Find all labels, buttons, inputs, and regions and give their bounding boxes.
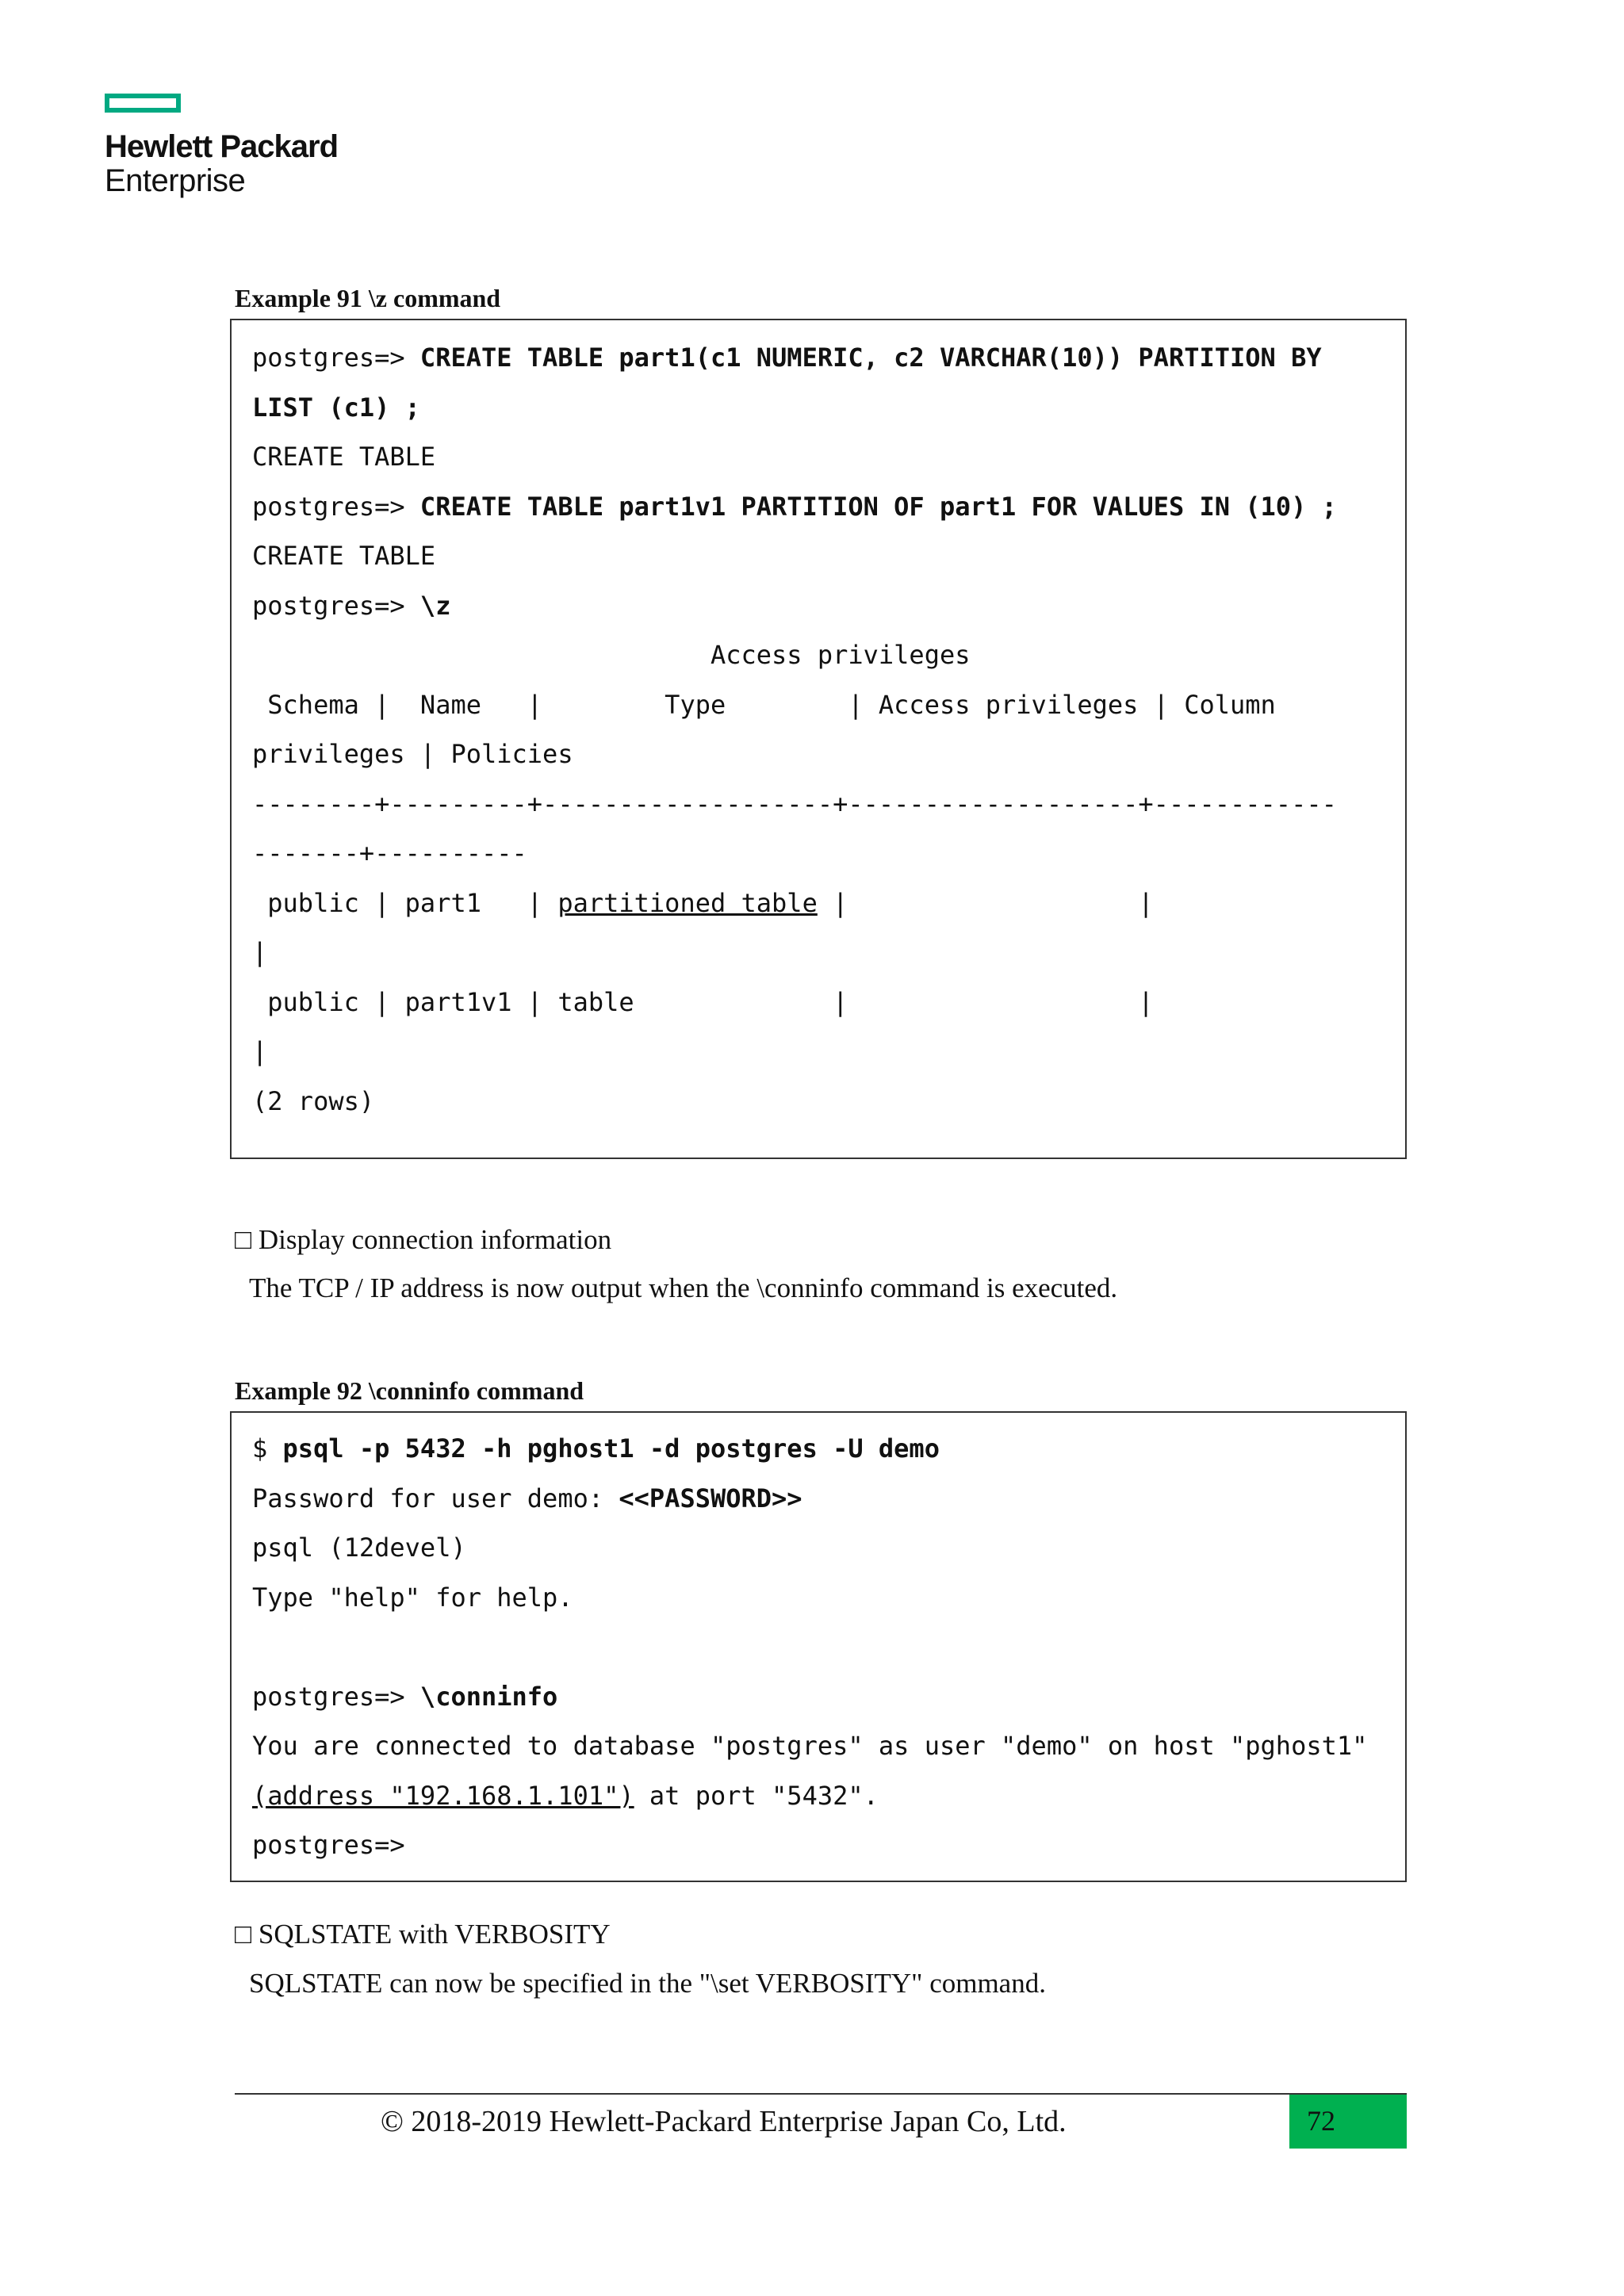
code-text: CREATE TABLE (252, 442, 436, 472)
code-text: CREATE TABLE (252, 541, 436, 571)
code-text: public | part1v1 | table | | (252, 986, 1154, 1017)
code-command: \conninfo (419, 1681, 558, 1712)
code-line (252, 432, 1337, 482)
code-line (252, 383, 1337, 433)
code-command: psql -p 5432 -h pghost1 -d postgres -U demo (282, 1433, 940, 1464)
example-91-caption: Example 91 \z command (235, 284, 501, 312)
code-text: public | part1 | (252, 887, 558, 918)
code-text: at port "5432". (634, 1780, 879, 1811)
code-text: --------+---------+-------------------+-------------------+------------ (252, 788, 1337, 819)
code-text: | (252, 937, 268, 967)
code-text: | | (817, 887, 1154, 918)
code-line (252, 680, 1337, 730)
example-92-code (252, 1424, 1367, 1870)
code-line (252, 1622, 1367, 1672)
code-line (252, 1820, 1367, 1870)
code-line (252, 878, 1337, 928)
code-line (252, 1027, 1337, 1077)
code-text: -------+---------- (252, 838, 527, 868)
code-line (252, 1523, 1367, 1573)
section-sqlstate-text: SQLSTATE can now be specified in the "\set VERBOSITY" command. (249, 1968, 1046, 1999)
code-line (252, 482, 1337, 532)
code-line (252, 531, 1337, 581)
code-command: CREATE TABLE part1(c1 NUMERIC, c2 VARCHAR(10)) PARTITION BY (419, 342, 1322, 373)
code-prompt: $ (252, 1433, 283, 1464)
code-text: privileges | Policies (252, 739, 573, 769)
code-prompt: postgres=> (252, 491, 420, 522)
code-line (252, 1721, 1367, 1771)
code-prompt: postgres=> (252, 590, 420, 621)
hpe-logo (105, 94, 338, 198)
footer-divider (235, 2093, 1407, 2095)
code-text: (2 rows) (252, 1085, 375, 1116)
code-line (252, 729, 1337, 779)
hpe-logo-rectangle-icon (105, 94, 181, 113)
code-prompt: Password for user demo: (252, 1483, 619, 1513)
logo-text-line2: Enterprise (105, 163, 246, 198)
example-92-code-box (230, 1411, 1407, 1882)
code-text: postgres=> (252, 1830, 405, 1860)
code-command: CREATE TABLE part1v1 PARTITION OF part1 FOR VALUES IN (10) ; (419, 491, 1337, 522)
section-connection-heading: □ Display connection information (235, 1224, 612, 1255)
code-text: Access privileges (252, 640, 971, 670)
code-text (252, 1632, 267, 1662)
code-command: LIST (c1) ; (252, 392, 420, 423)
code-line (252, 333, 1337, 383)
code-command: <<PASSWORD>> (619, 1483, 802, 1513)
logo-text-line1: Hewlett Packard (105, 129, 339, 164)
page-number: 72 (1307, 2105, 1335, 2137)
code-line (252, 1672, 1367, 1722)
code-text: | (252, 1036, 268, 1066)
example-92-caption: Example 92 \conninfo command (235, 1376, 584, 1405)
example-91-code-box (230, 319, 1407, 1159)
code-command: \z (419, 590, 451, 621)
section-sqlstate-heading: □ SQLSTATE with VERBOSITY (235, 1919, 611, 1950)
code-text: Type "help" for help. (252, 1582, 573, 1613)
code-underlined: (address "192.168.1.101") (252, 1780, 634, 1811)
code-line (252, 581, 1337, 631)
code-line (252, 928, 1337, 978)
page-number-box (1289, 2095, 1407, 2149)
code-line (252, 978, 1337, 1027)
code-line (252, 630, 1337, 680)
code-text: psql (12devel) (252, 1533, 466, 1563)
footer-copyright: © 2018-2019 Hewlett-Packard Enterprise Japan Co, Ltd. (381, 2105, 1067, 2138)
example-91-code (252, 333, 1337, 1126)
code-prompt: postgres=> (252, 342, 420, 373)
code-prompt: postgres=> (252, 1681, 420, 1712)
code-line (252, 828, 1337, 878)
code-underlined: partitioned table (557, 887, 818, 918)
code-text: Schema | Name | Type | Access privileges | Column (252, 689, 1276, 720)
code-text: You are connected to database "postgres" as user "demo" on host "pghost1" (252, 1731, 1368, 1761)
section-connection-text: The TCP / IP address is now output when the \conninfo command is executed. (249, 1272, 1118, 1303)
code-line (252, 1573, 1367, 1623)
code-line (252, 1424, 1367, 1474)
code-line (252, 1474, 1367, 1524)
code-line (252, 1077, 1337, 1127)
code-line (252, 1771, 1367, 1821)
code-line (252, 779, 1337, 829)
